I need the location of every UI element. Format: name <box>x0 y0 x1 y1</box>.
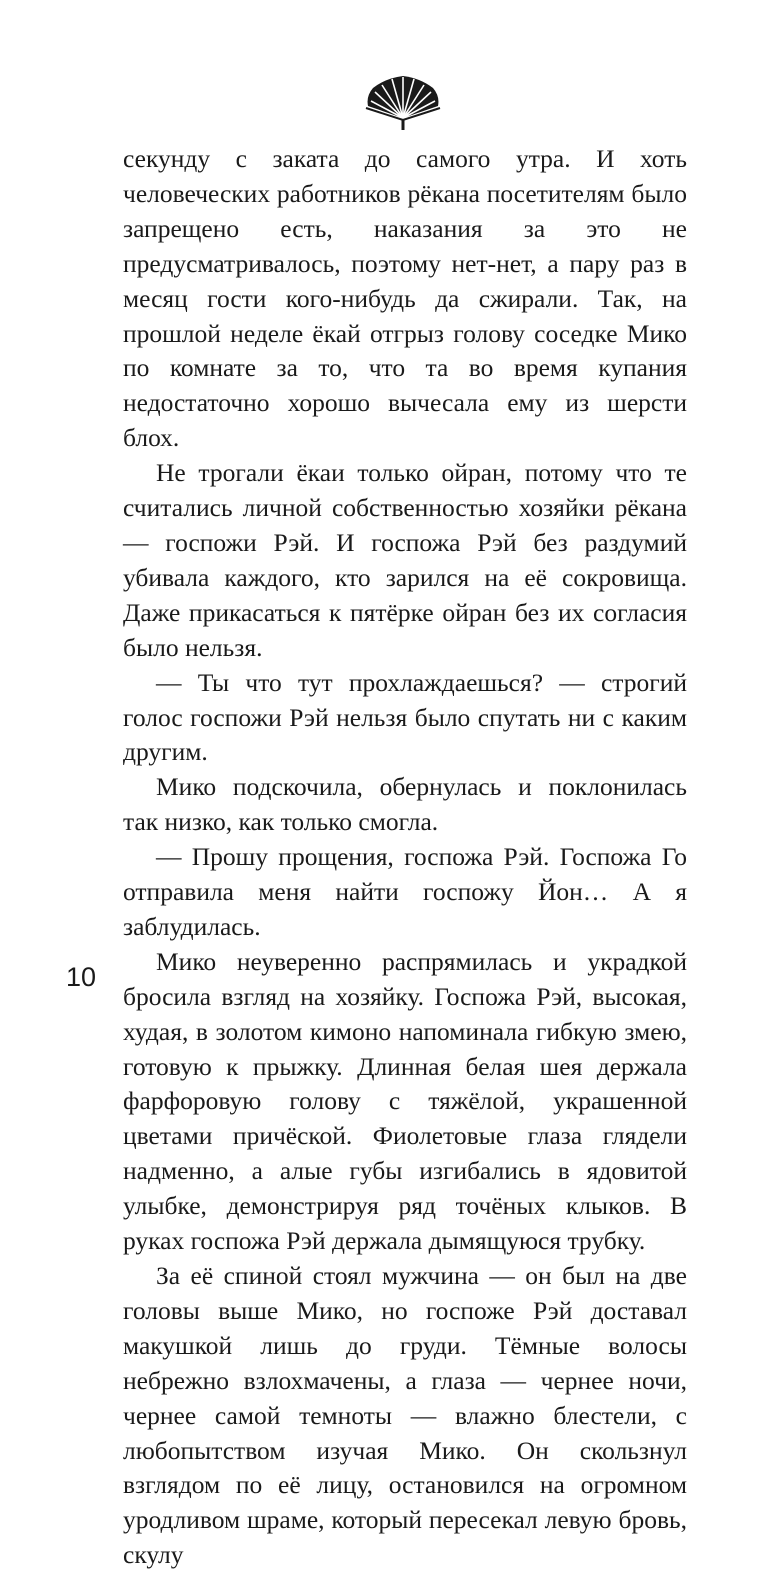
paragraph: секунду с заката до самого утра. И хоть человеческих работников рёкана посетителям было запрещено есть, наказания за это не предусматривалось, поэтому нет-нет, а пару раз в месяц гости кого-нибудь да сжирали. Так, на прошлой неделе ёкай отгрыз голову соседке Мико по комнате за то, что та во время купания недостаточно хорошо вычесала ему из шерсти блох. <box>123 144 687 453</box>
body-text <box>123 142 687 1573</box>
paragraph: Не трогали ёкаи только ойран, потому что те считались личной собственностью хозяйки рёкана — госпожи Рэй. И госпожа Рэй без раздумий убивала каждого, кто зарился на её сокровища. Даже прикасаться к пятёрке ойран без их согласия было нельзя. <box>123 458 687 662</box>
folding-fan-icon <box>362 70 444 132</box>
paragraph: — Ты что тут прохлаждаешься? — строгий голос госпожи Рэй нельзя было спутать ни с каким другим. <box>123 667 687 767</box>
paragraph: Мико неуверенно распрямилась и украдкой бросила взгляд на хозяйку. Госпожа Рэй, высокая, худая, в золотом кимоно напоминала гибкую змею, готовую к прыжку. Длинная белая шея держала фарфоровую голову с тяжёлой, украшенной цветами причёской. Фиолетовые глаза глядели надменно, а алые губы изгибались в ядовитой улыбке, демонстрируя ряд точёных клыков. В руках госпожа Рэй держала дымящуюся трубку. <box>123 946 687 1256</box>
paragraph: За её спиной стоял мужчина — он был на две головы выше Мико, но госпоже Рэй доставал макушкой лишь до груди. Тёмные волосы небрежно взлохмачены, а глаза — чернее ночи, чернее самой темноты — влажно блестели, с любопытством изучая Мико. Он скользнул взглядом по её лицу, остановился на огромном уродливом шраме, который пересекал левую бровь, скулу <box>123 1261 687 1570</box>
paragraph: — Прошу прощения, госпожа Рэй. Госпожа Го отправила меня найти госпожу Йон… А я заблудилась. <box>123 842 687 941</box>
paragraph: Мико подскочила, обернулась и поклонилась так низко, как только смогла. <box>123 772 687 837</box>
page-number: 10 <box>66 962 97 992</box>
